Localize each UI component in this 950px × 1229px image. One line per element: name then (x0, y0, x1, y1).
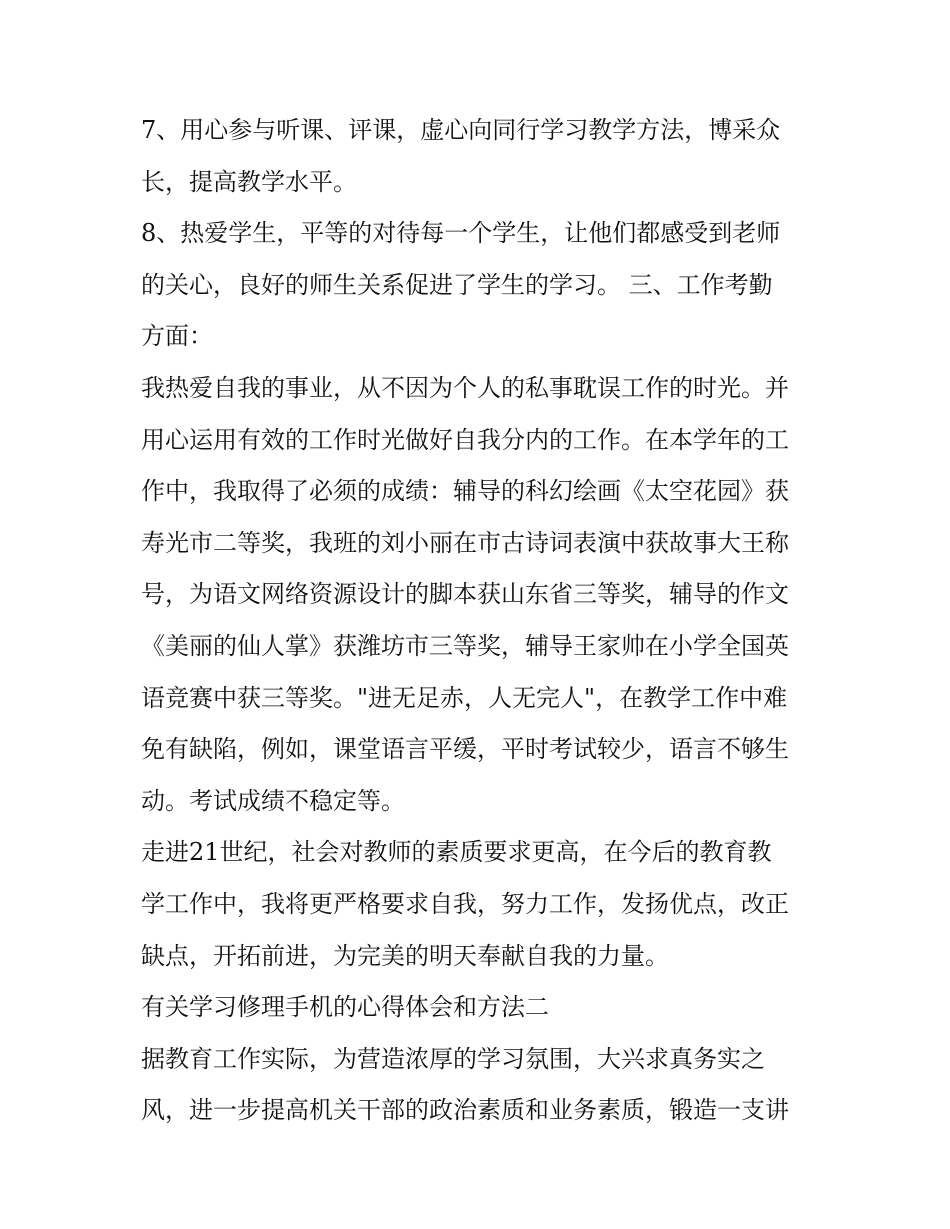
text-line: 动。考试成绩不稳定等。 (141, 786, 405, 815)
text-line: 长，提高教学水平。 (141, 167, 357, 196)
text-line: 我热爱自我的事业，从不因为个人的私事耽误工作的时光。并 (141, 373, 789, 402)
text-line: 8、热爱学生，平等的对待每一个学生，让他们都感受到老师 (141, 219, 781, 248)
text-line: 寿光市二等奖，我班的刘小丽在市古诗词表演中获故事大王称 (141, 528, 789, 557)
text-line: 的关心，良好的师生关系促进了学生的学习。 三、工作考勤 (141, 270, 773, 299)
text-line: 用心运用有效的工作时光做好自我分内的工作。在本学年的工 (141, 425, 789, 454)
text-line: 号，为语文网络资源设计的脚本获山东省三等奖，辅导的作文 (141, 580, 789, 609)
text-line: 《美丽的仙人掌》获潍坊市三等奖，辅导王家帅在小学全国英 (141, 631, 789, 660)
document-body (141, 105, 821, 1137)
text-line: 语竞赛中获三等奖。"进无足赤，人无完人"，在教学工作中难 (141, 683, 788, 712)
text-line: 走进21世纪，社会对教师的素质要求更高，在今后的教育教 (141, 838, 772, 867)
section-heading: 有关学习修理手机的心得体会和方法二 (141, 993, 549, 1022)
text-line: 方面： (141, 322, 213, 351)
text-line: 作中，我取得了必须的成绩：辅导的科幻绘画《太空花园》获 (141, 477, 789, 506)
text-line: 据教育工作实际，为营造浓厚的学习氛围，大兴求真务实之 (141, 1044, 765, 1073)
text-line: 免有缺陷，例如，课堂语言平缓，平时考试较少，语言不够生 (141, 735, 789, 764)
text-line: 学工作中，我将更严格要求自我，努力工作，发扬优点，改正 (141, 889, 789, 918)
text-line: 风，进一步提高机关干部的政治素质和业务素质，锻造一支讲 (141, 1096, 789, 1125)
text-line: 7、用心参与听课、评课，虚心向同行学习教学方法，博采众 (141, 116, 781, 144)
text-line: 缺点，开拓前进，为完美的明天奉献自我的力量。 (141, 941, 669, 970)
